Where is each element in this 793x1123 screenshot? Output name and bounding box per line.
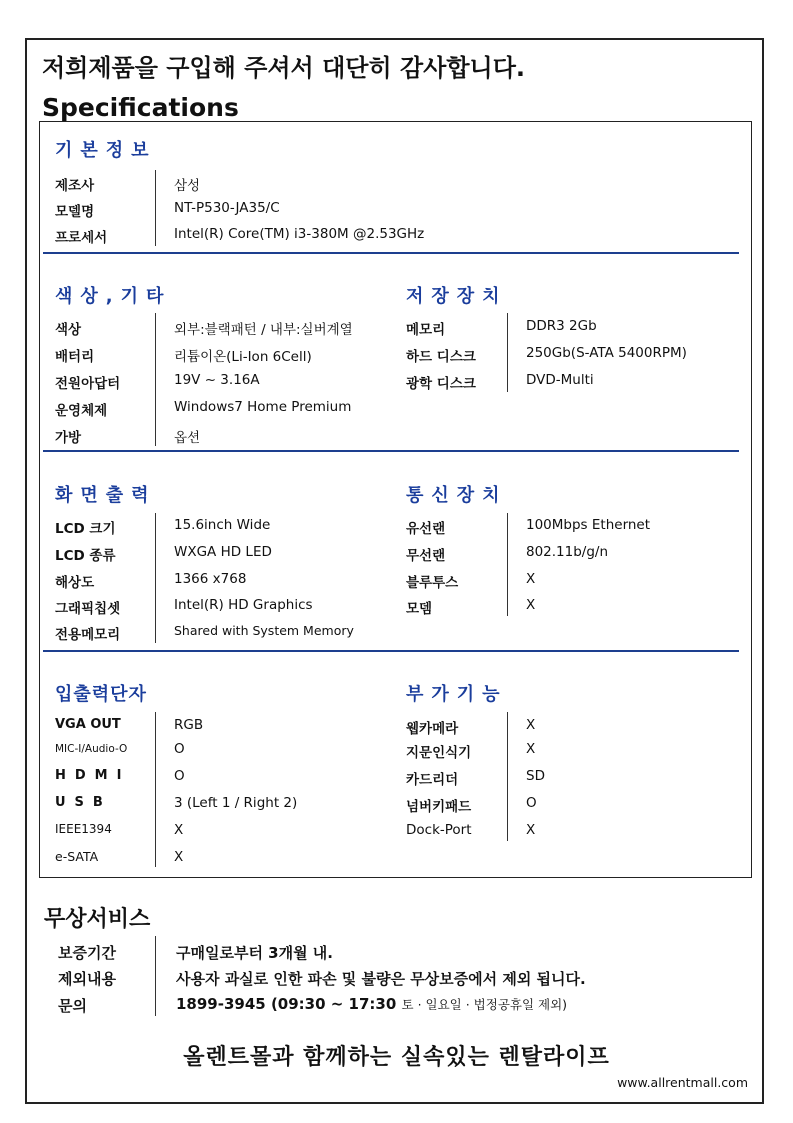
spec-label: 그래픽칩셋 <box>55 601 121 617</box>
spec-value: X <box>526 822 536 838</box>
spec-value: SD <box>526 768 545 784</box>
spec-value: X <box>526 597 536 613</box>
spec-label: 전원아답터 <box>55 376 121 392</box>
spec-value: RGB <box>174 717 204 733</box>
section-heading-extra: 부가기능 <box>406 684 508 705</box>
section-heading-network: 통신장치 <box>406 485 508 506</box>
spec-value: 옵션 <box>174 430 201 446</box>
service-value: 사용자 과실로 인한 파손 및 불량은 무상보증에서 제외 됩니다. <box>176 970 586 988</box>
thanks-message: 저희제품을 구입해 주셔서 대단히 감사합니다. <box>42 54 526 82</box>
service-label: 문의 <box>58 997 87 1015</box>
spec-value: NT-P530-JA35/C <box>174 200 280 216</box>
spec-value: DDR3 2Gb <box>526 318 597 334</box>
spec-label: 지문인식기 <box>406 745 472 761</box>
service-label: 제외내용 <box>58 970 116 988</box>
spec-label: 모뎀 <box>406 601 433 617</box>
spec-value: X <box>174 849 184 865</box>
spec-label: HDMI <box>55 768 131 783</box>
column-separator <box>155 712 156 867</box>
column-separator <box>507 313 508 392</box>
spec-value: Intel(R) Core(TM) i3-380M @2.53GHz <box>174 226 425 242</box>
spec-value: 3 (Left 1 / Right 2) <box>174 795 298 811</box>
section-heading-basic: 기본정보 <box>55 140 157 161</box>
spec-value: 리튬이온(Li-Ion 6Cell) <box>174 349 312 365</box>
website-url: www.allrentmall.com <box>617 1075 748 1090</box>
spec-label: USB <box>55 795 112 810</box>
spec-label: 메모리 <box>406 322 446 338</box>
spec-value: X <box>526 717 536 733</box>
column-separator <box>155 313 156 446</box>
section-divider <box>43 450 739 452</box>
section-heading-display: 화면출력 <box>55 485 157 506</box>
spec-value: 15.6inch Wide <box>174 517 271 533</box>
slogan: 올렌트몰과 함께하는 실속있는 렌탈라이프 <box>183 1045 610 1070</box>
spec-label: 전용메모리 <box>55 627 121 643</box>
column-separator <box>155 513 156 643</box>
column-separator <box>155 936 156 1016</box>
spec-label: LCD 종류 <box>55 548 116 564</box>
specifications-title: Specifications <box>42 93 239 122</box>
spec-label: 넘버키패드 <box>406 799 472 815</box>
inquiry-note: 토 · 일요일 · 법정공휴일 제외) <box>401 997 568 1012</box>
spec-value: X <box>526 741 536 757</box>
spec-label: 웹카메라 <box>406 721 459 737</box>
service-label: 보증기간 <box>58 944 116 962</box>
column-separator <box>155 170 156 246</box>
column-separator <box>507 712 508 841</box>
spec-value: Shared with System Memory <box>174 623 354 638</box>
spec-value: WXGA HD LED <box>174 544 272 560</box>
spec-value: 100Mbps Ethernet <box>526 517 651 533</box>
section-heading-io: 입출력단자 <box>55 684 147 705</box>
spec-label: 하드 디스크 <box>406 349 476 365</box>
spec-label: LCD 크기 <box>55 521 116 537</box>
spec-label: MIC-I/Audio-O <box>55 743 128 755</box>
spec-label: VGA OUT <box>55 717 121 732</box>
spec-label: Dock-Port <box>406 822 472 838</box>
section-divider <box>43 252 739 254</box>
service-value: 구매일로부터 3개월 내. <box>176 944 333 962</box>
spec-label: e-SATA <box>55 849 99 864</box>
spec-value: 250Gb(S-ATA 5400RPM) <box>526 345 687 361</box>
spec-value: O <box>174 741 185 757</box>
spec-label: 해상도 <box>55 575 95 591</box>
spec-value: 802.11b/g/n <box>526 544 609 560</box>
section-divider <box>43 650 739 652</box>
spec-label: 프로세서 <box>55 230 108 246</box>
inquiry-phone-hours: 1899-3945 (09:30 ~ 17:30 <box>176 995 402 1013</box>
section-heading-storage: 저장장치 <box>406 286 508 307</box>
spec-label: 운영체제 <box>55 403 108 419</box>
spec-label: 유선랜 <box>406 521 446 537</box>
spec-value: 외부:블랙패턴 / 내부:실버계열 <box>174 322 353 338</box>
spec-label: 모델명 <box>55 204 95 220</box>
spec-label: 제조사 <box>55 178 95 194</box>
spec-value: 1366 x768 <box>174 571 247 587</box>
spec-label: 블루투스 <box>406 575 459 591</box>
spec-label: IEEE1394 <box>55 822 112 836</box>
service-title: 무상서비스 <box>44 907 151 932</box>
spec-value: 삼성 <box>174 178 201 194</box>
spec-label: 가방 <box>55 430 82 446</box>
spec-value: 19V ~ 3.16A <box>174 372 260 388</box>
spec-value: X <box>526 571 536 587</box>
spec-label: 무선랜 <box>406 548 446 564</box>
spec-value: O <box>174 768 185 784</box>
spec-value: O <box>526 795 537 811</box>
spec-label: 광학 디스크 <box>406 376 476 392</box>
spec-value: Intel(R) HD Graphics <box>174 597 313 613</box>
column-separator <box>507 513 508 616</box>
service-value <box>176 995 567 1013</box>
spec-value: Windows7 Home Premium <box>174 399 352 415</box>
spec-value: X <box>174 822 184 838</box>
spec-label: 카드리더 <box>406 772 459 788</box>
section-heading-color: 색상,기타 <box>55 286 172 307</box>
spec-value: DVD-Multi <box>526 372 594 388</box>
spec-label: 배터리 <box>55 349 95 365</box>
spec-label: 색상 <box>55 322 82 338</box>
